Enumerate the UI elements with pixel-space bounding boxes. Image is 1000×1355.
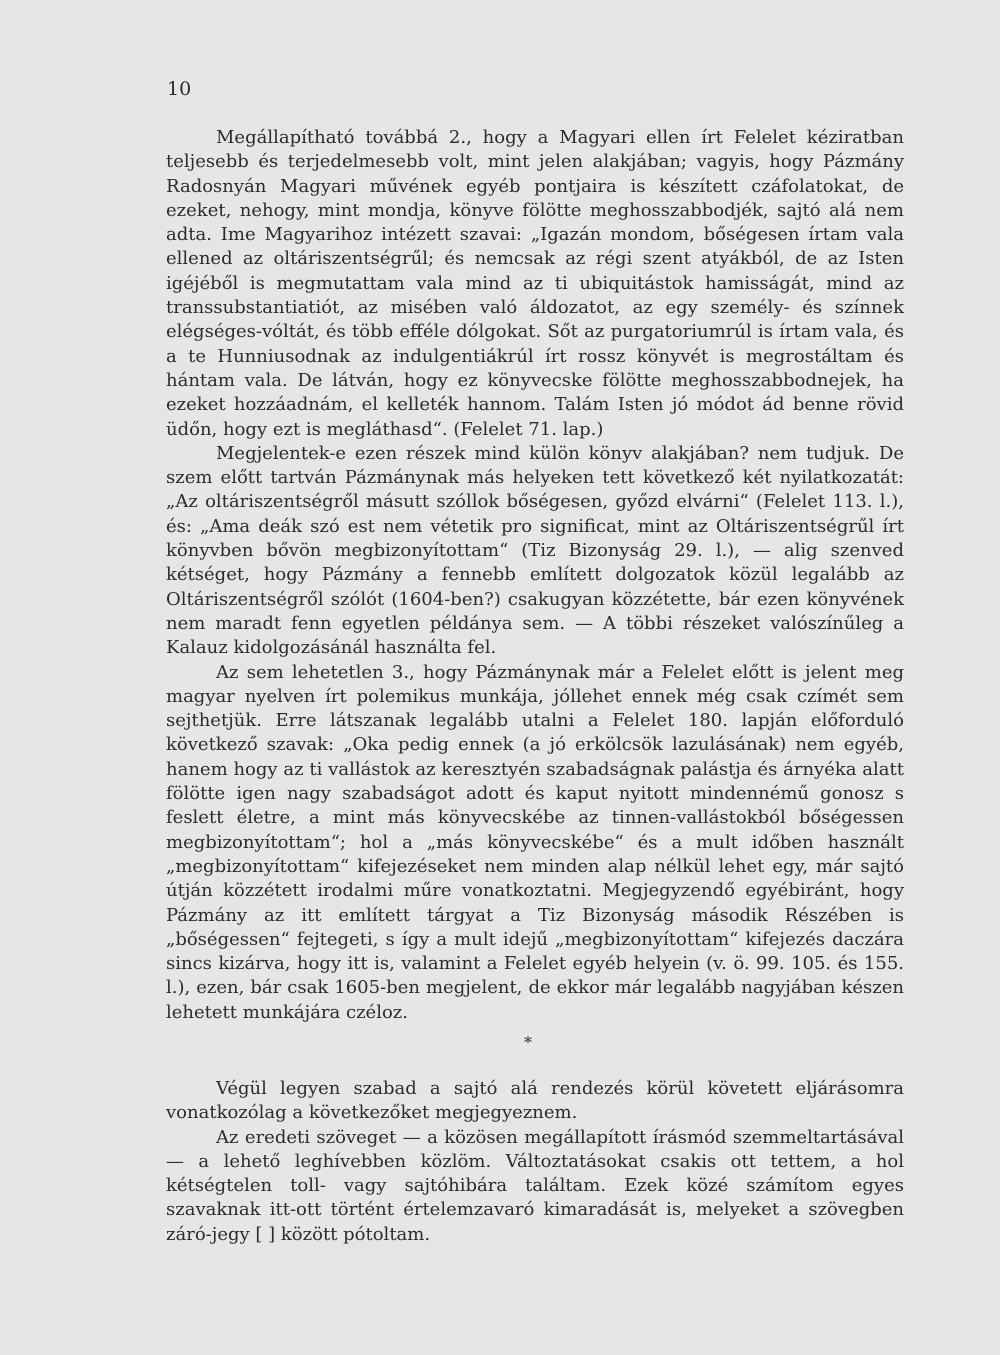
paragraph-3: Az sem lehetetlen 3., hogy Pázmánynak már a Felelet előtt is jelent meg magyar nyelven írt polemikus munkája, jóllehet ennek még csak czímét sem sejthetjük. Erre látszanak legalább utalni a Felelet 180. lapján előforduló következő szavak: „Oka pedig ennek (a jó erkölcsök lazulásának) nem egyéb, hanem hogy az ti vallástok az keresztyén szabadságnak palástja és árnyéka alatt fölötte igen nagy szabadságot adott és kaput nyitott mindennémű gonosz s feslett életre, a mint más könyvecskébe az tinnen-vallástokból bőségessen megbizonyítottam“; hol a „más könyvecskébe“ és a mult időben használt „megbizonyítottam“ kifejezéseket nem minden alap nélkül lehet egy, már sajtó útján közzétett irodalmi műre vonatkoztatni. Megjegyzendő egyébiránt, hogy Pázmány az itt említett tárgyat a Tiz Bizonyság második Részében is „bőségessen“ fejtegeti, s így a mult idejű „megbizonyítottam“ kifejezés daczára sincs kizárva, hogy itt is, valamint a Felelet egyéb helyein (v. ö. 99. 105. és 155. l.), ezen, bár csak 1605-ben megjelent, de ekkor már legalább nagyjában készen lehetett munkájára czéloz. [166,661,904,1023]
page-number: 10 [167,78,192,100]
editorial-paragraph-2: Az eredeti szöveget — a közösen megállapított írásmód szemmeltartásával — a lehető leghívebben közlöm. Változtatásokat csakis ott tettem, a hol kétségtelen toll- vagy sajtóhibára találtam. Ezek közé számítom egyes szavaknak itt-ott történt értelemzavaró kimaradását is, melyeket a szövegben záró-jegy [ ] között pótoltam. [166,1126,904,1245]
editorial-paragraph-1: Végül legyen szabad a sajtó alá rendezés körül követett eljárásomra vonatkozólag a következőket megjegyeznem. [166,1078,904,1124]
paragraph-2-continued: Megjelentek-e ezen részek mind külön könyv alakjában? nem tudjuk. De szem előtt tartván Pázmánynak más helyeken tett következő két nyilatkozatát: „Az oltáriszentségről másutt szóllok bőségesen, győzd elvárni“ (Felelet 113. l.), és: „Ama deák szó est nem vétetik pro significat, mint az Oltáriszentségrűl írt könyvben bővön megbizonyítottam“ (Tiz Bizonyság 29. l.), — alig szenved kétséget, hogy Pázmány a fennebb említett dolgozatok közül legalább az Oltáriszentségről szólót (1604-ben?) csakugyan közzétette, bár ezen könyvének nem maradt fenn egyetlen példánya sem. — A többi részeket valószínűleg a Kalauz kidolgozásánál használta fel. [166,442,904,659]
section-separator: * [524,1033,532,1052]
main-text [166,126,904,1025]
paragraph-2: Megállapítható továbbá 2., hogy a Magyari ellen írt Felelet kéziratban teljesebb és terjedelmesebb volt, mint jelen alakjában; vagyis, hogy Pázmány Radosnyán Magyari művének egyéb pontjaira is készített czáfolatokat, de ezeket, nehogy, mint mondja, könyve fölötte meghosszabbodjék, sajtó alá nem adta. Ime Magyarihoz intézett szavai: „Igazán mondom, bőségesen írtam vala ellened az oltáriszentségrűl; és nemcsak az régi szent atyákból, de az Isten igéjéből is megmutattam vala mind az ti ubiquitástok hamisságát, mind az transsubstantiatiót, az misében való áldozatot, az egy személy- és színnek elégséges-vóltát, és több efféle dólgokat. Sőt az purgatoriumrúl is írtam vala, és a te Hunniusodnak az indulgentiákrúl írt rossz könyvét is megrostáltam és hántam vala. De látván, hogy ez könyvecske fölötte meghosszabbodnejek, ha ezeket hozzáadnám, el kelleték hannom. Talám Isten jó módot ád benne rövid üdőn, hogy ezt is megláthasd“. (Felelet 71. lap.) [166,127,904,440]
editorial-note [166,1077,904,1247]
